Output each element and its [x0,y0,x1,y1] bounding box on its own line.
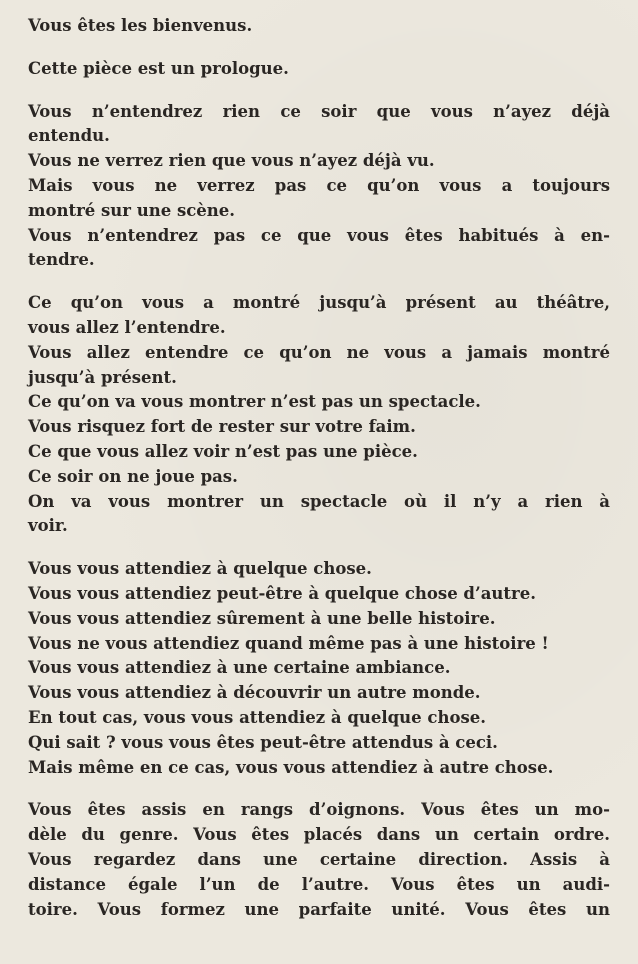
text-line: Vous regardez dans une certaine direction. Assis à [28,849,610,869]
text-line: Vous risquez fort de rester sur votre faim. [28,417,416,437]
text-line: montré sur une scène. [28,200,236,220]
text-line: Vous ne vous attendiez quand même pas à une histoire ! [28,633,549,653]
text-line: Vous n’entendrez pas ce que vous êtes habitués à en- [28,225,610,245]
text-line: Ce soir on ne joue pas. [28,466,238,486]
paragraph [28,100,610,274]
paragraph [28,57,610,82]
text-line: Vous ne verrez rien que vous n’ayez déjà vu. [28,151,435,171]
text-line: On va vous montrer un spectacle où il n’y a rien à [28,491,610,511]
text-line: Mais même en ce cas, vous vous attendiez à autre chose. [28,757,554,777]
text-line: Vous allez entendre ce qu’on ne vous a jamais montré [28,342,610,362]
text-line: Vous vous attendiez à quelque chose. [28,559,372,579]
text-line: Vous êtes assis en rangs d’oignons. Vous êtes un mo- [28,800,610,820]
text-line: distance égale l’un de l’autre. Vous êtes un audi- [28,874,610,894]
paragraph [28,291,610,539]
text-line: Vous vous attendiez peut-être à quelque chose d’autre. [28,583,536,603]
text-line: Vous vous attendiez à une certaine ambiance. [28,658,451,678]
text-line: entendu. [28,126,110,146]
text-line: jusqu’à présent. [28,367,177,387]
text-line: Vous êtes les bienvenus. [28,16,253,35]
text-line: Mais vous ne verrez pas ce qu’on vous a toujours [28,175,610,195]
text-line: En tout cas, vous vous attendiez à quelque chose. [28,707,487,727]
text-line: toire. Vous formez une parfaite unité. Vous êtes un [28,899,610,919]
text-line: tendre. [28,250,95,270]
text-line: Vous vous attendiez à découvrir un autre monde. [28,683,481,703]
text-line: Vous n’entendrez rien ce soir que vous n’ayez déjà [28,101,610,121]
paragraph [28,14,610,39]
paragraph [28,557,610,780]
text-line: vous allez l’entendre. [28,317,226,337]
text-line: Qui sait ? vous vous êtes peut-être attendus à ceci. [28,732,498,752]
paragraph [28,798,610,922]
text-line: Ce qu’on vous a montré jusqu’à présent au théâtre, [28,293,610,313]
page-text [28,14,610,940]
text-line: Cette pièce est un prologue. [28,58,289,78]
text-line: voir. [28,516,68,536]
text-line: Ce qu’on va vous montrer n’est pas un spectacle. [28,392,481,412]
text-line: Ce que vous allez voir n’est pas une pièce. [28,441,418,461]
text-line: Vous vous attendiez sûrement à une belle histoire. [28,608,496,628]
text-line: dèle du genre. Vous êtes placés dans un certain ordre. [28,825,610,845]
